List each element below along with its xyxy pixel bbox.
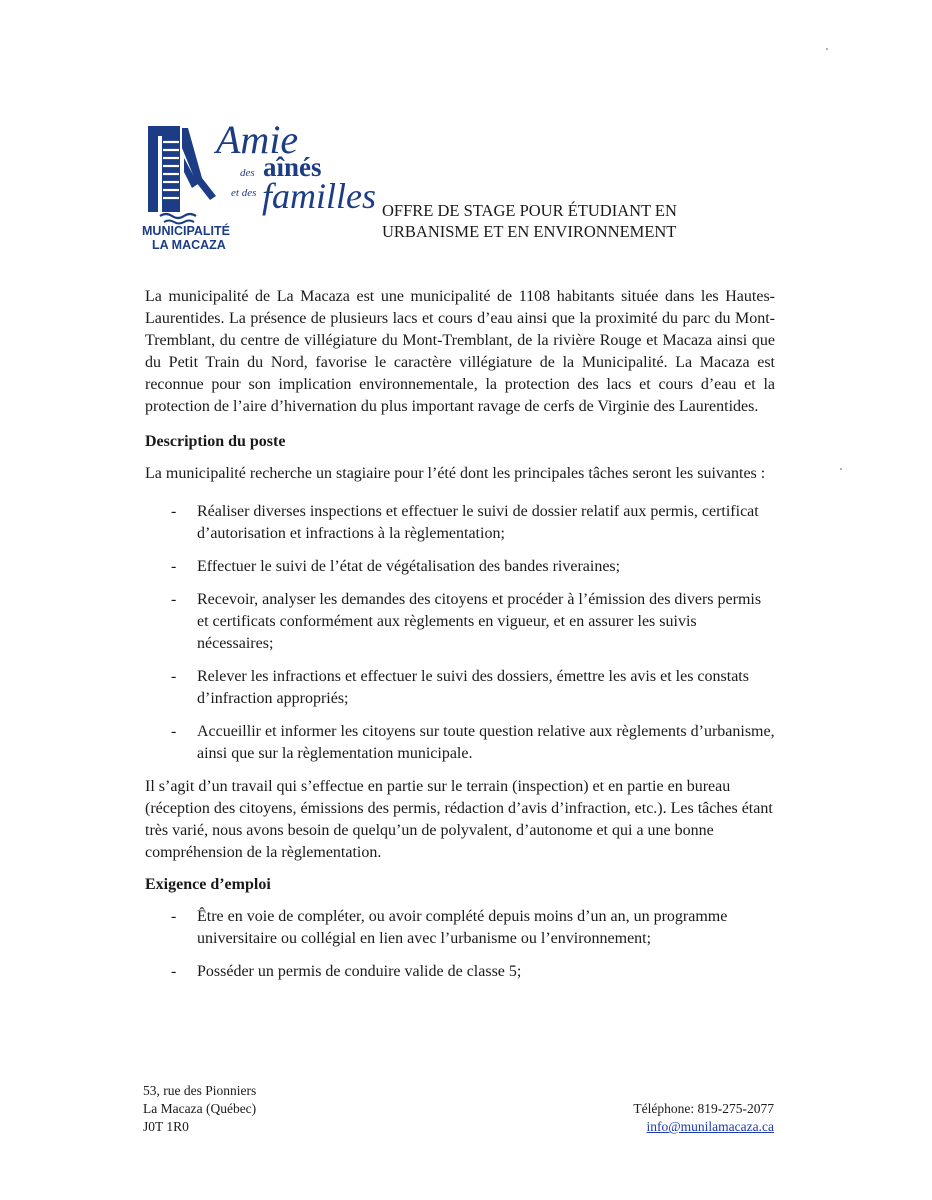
task-text: Recevoir, analyser les demandes des citoyens et procéder à l’émission des divers permis et certificats conformément aux règlements en vigueur, et en assurer les suivis nécessaires; <box>197 591 762 652</box>
dash-bullet: - <box>171 668 177 685</box>
document-title <box>382 200 677 242</box>
logo-emblem-icon <box>140 118 220 226</box>
footer-address <box>143 1082 256 1136</box>
task-text: Effectuer le suivi de l’état de végétalisation des bandes riveraines; <box>197 558 621 575</box>
requirements-list <box>145 906 775 983</box>
list-item <box>145 666 775 710</box>
document-body <box>145 286 775 994</box>
task-text: Accueillir et informer les citoyens sur toute question relative aux règlements d’urbanisme, ainsi que sur la règlementation municipale. <box>197 723 775 762</box>
list-item <box>145 721 775 765</box>
task-list <box>145 501 775 765</box>
dash-bullet: - <box>171 503 177 520</box>
scan-speck <box>840 468 842 470</box>
title-line-2: URBANISME ET EN ENVIRONNEMENT <box>382 222 677 241</box>
intro-paragraph: La municipalité de La Macaza est une municipalité de 1108 habitants située dans les Hautes-Laurentides. La présence de plusieurs lacs et cours d’eau ainsi que la proximité du parc du Mont-Tremblant, du centre de villégiature du Mont-Tremblant, de la rivière Rouge et Macaza ainsi que du Petit Train du Nord, favorise le caractère villégiature de la Municipalité. La Macaza est reconnue pour son implication environnementale, la protection des lacs et cours d’eau et la protection de l’aire d’hivernation du plus important ravage de cerfs de Virginie des Laurentides. <box>145 288 775 415</box>
dash-bullet: - <box>171 591 177 608</box>
dash-bullet: - <box>171 963 177 980</box>
logo-municipalite: MUNICIPALITÉ <box>142 224 230 238</box>
logo-word-des: des <box>240 167 255 179</box>
municipality-logo <box>140 118 375 258</box>
dash-bullet: - <box>171 558 177 575</box>
footer-contact <box>633 1100 774 1136</box>
requirement-text: Être en voie de compléter, ou avoir complété depuis moins d’un an, un programme universitaire ou collégial en lien avec l’urbanisme ou l’environnement; <box>197 908 728 947</box>
logo-word-aines: aînés <box>263 152 322 182</box>
scan-speck <box>826 48 828 50</box>
logo-word-familles: familles <box>262 176 376 216</box>
logo-word-et-des: et des <box>231 187 257 199</box>
description-lead: La municipalité recherche un stagiaire pour l’été dont les principales tâches seront les suivantes : <box>145 465 766 482</box>
task-text: Réaliser diverses inspections et effectuer le suivi de dossier relatif aux permis, certificat d’autorisation et infractions à la règlementation; <box>197 503 759 542</box>
logo-word-amie: Amie <box>216 117 299 162</box>
email-link[interactable]: info@munilamacaza.ca <box>646 1119 774 1134</box>
dash-bullet: - <box>171 908 177 925</box>
work-description-paragraph: Il s’agit d’un travail qui s’effectue en partie sur le terrain (inspection) et en partie en bureau (réception des citoyens, émissions des permis, rédaction d’avis d’infraction, etc.). Les tâches étant très varié, nous avons besoin de quelqu’un de polyvalent, d’autonome et qui a une bonne compréhension de la règlementation. <box>145 778 773 861</box>
requirement-text: Posséder un permis de conduire valide de classe 5; <box>197 963 522 980</box>
list-item <box>145 556 775 578</box>
logo-municipality-name: LA MACAZA <box>152 238 226 252</box>
phone-number: Téléphone: 819-275-2077 <box>633 1101 774 1116</box>
section-title-requirements: Exigence d’emploi <box>145 876 271 893</box>
address-city: La Macaza (Québec) <box>143 1101 257 1116</box>
list-item <box>145 589 775 655</box>
title-line-1: OFFRE DE STAGE POUR ÉTUDIANT EN <box>382 201 677 220</box>
address-street: 53, rue des Pionniers <box>143 1083 257 1098</box>
task-text: Relever les infractions et effectuer le suivi des dossiers, émettre les avis et les constats d’infraction appropriés; <box>197 668 749 707</box>
address-postal-code: J0T 1R0 <box>143 1119 189 1134</box>
list-item <box>145 961 775 983</box>
dash-bullet: - <box>171 723 177 740</box>
list-item <box>145 906 775 950</box>
section-title-description: Description du poste <box>145 433 286 450</box>
list-item <box>145 501 775 545</box>
